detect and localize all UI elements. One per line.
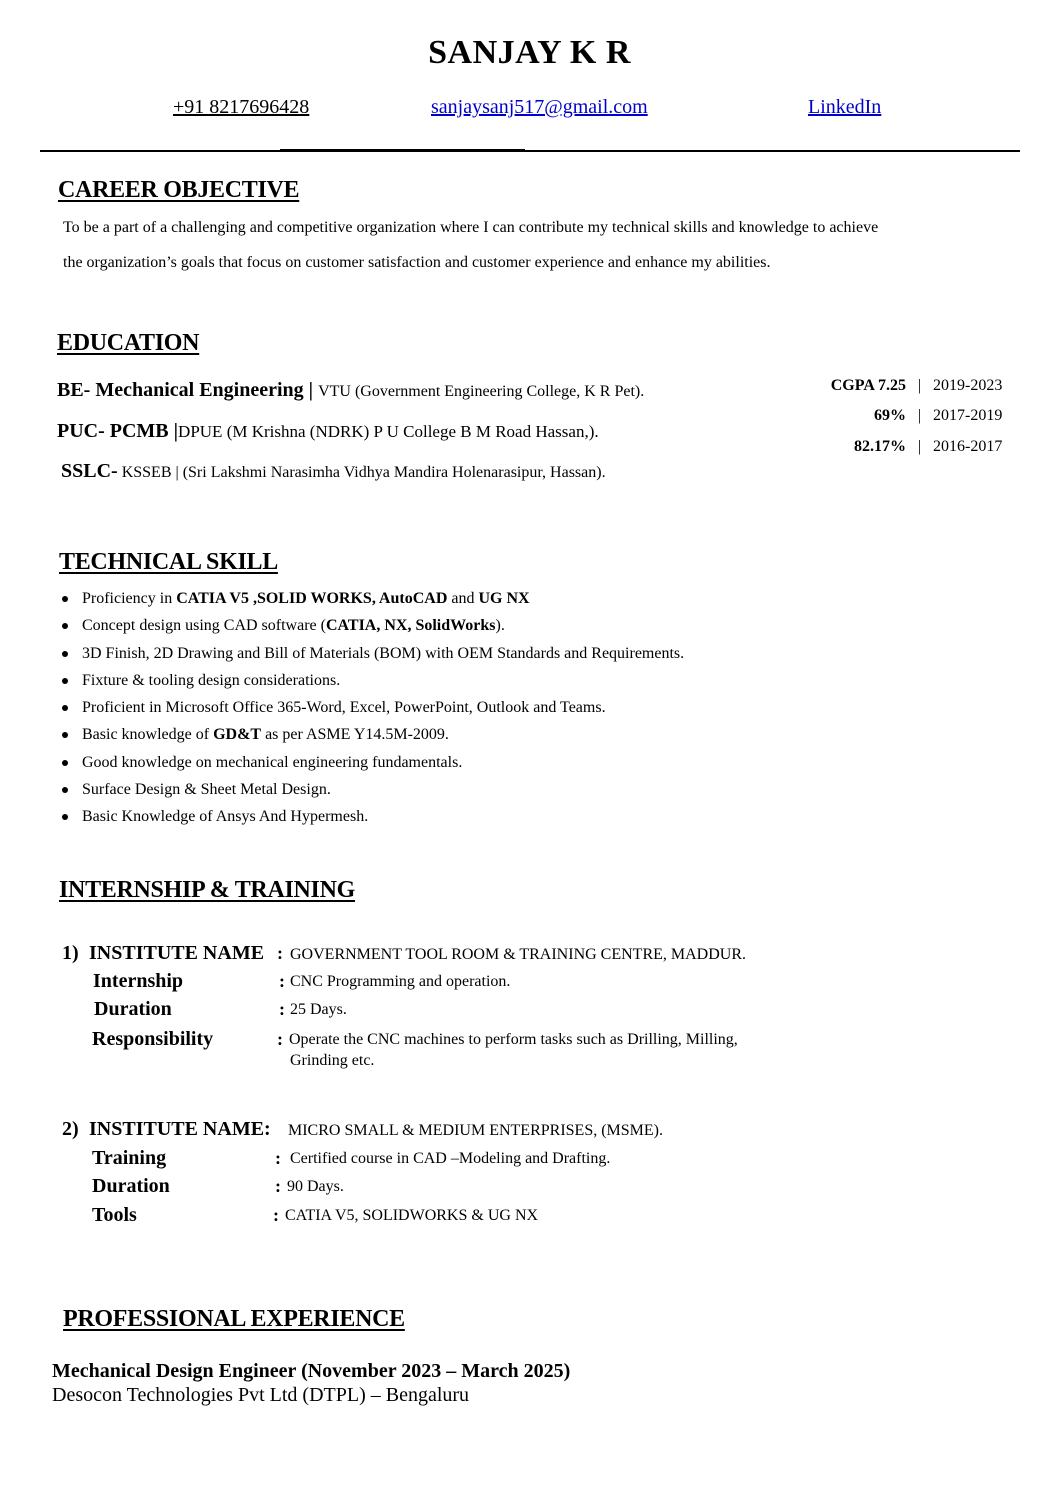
- header-divider: [40, 150, 1020, 152]
- row-colon: :: [279, 999, 285, 1019]
- internship-entry-number: 2): [62, 1118, 79, 1140]
- experience-role: Mechanical Design Engineer (November 2023 – March 2025): [52, 1360, 571, 1382]
- institute-name-label: INSTITUTE NAME:: [89, 1118, 271, 1140]
- internship-row-label: Responsibility: [92, 1028, 214, 1050]
- bullet-icon: [62, 623, 68, 629]
- internship-entry-number: 1): [62, 942, 79, 964]
- candidate-name: SANJAY K R: [428, 34, 631, 71]
- education-score: 69%: [874, 407, 906, 424]
- education-divider: |: [918, 377, 922, 394]
- skill-text: Proficient in Microsoft Office 365-Word, Excel, PowerPoint, Outlook and Teams.: [82, 699, 606, 717]
- education-years: 2017-2019: [933, 407, 1003, 424]
- skill-text-bold: CATIA V5 ,SOLID WORKS, AutoCAD: [176, 590, 448, 607]
- skill-text: Basic knowledge of: [82, 726, 214, 744]
- education-divider: |: [918, 438, 922, 455]
- row-colon: :: [275, 1176, 281, 1196]
- institute-name-value: MICRO SMALL & MEDIUM ENTERPRISES, (MSME).: [288, 1122, 663, 1139]
- skill-text-bold: CATIA, NX, SolidWorks: [325, 617, 496, 635]
- skill-text: Concept design using CAD software (: [82, 617, 326, 635]
- bullet-icon: [62, 787, 68, 793]
- bullet-icon: [62, 814, 68, 820]
- education-item: [61, 460, 606, 483]
- internship-row-label: Duration: [94, 998, 172, 1020]
- institute-colon: :: [277, 943, 283, 963]
- education-separator: |: [303, 379, 319, 401]
- skill-text: Basic Knowledge of Ansys And Hypermesh.: [82, 808, 369, 826]
- bullet-icon: [62, 596, 68, 602]
- education-years: 2016-2017: [933, 438, 1003, 455]
- linkedin-link[interactable]: LinkedIn: [808, 96, 882, 118]
- skill-text: ).: [495, 617, 505, 635]
- bullet-icon: [62, 705, 68, 711]
- skill-item: [62, 724, 684, 751]
- section-title-education: EDUCATION: [57, 330, 200, 356]
- internship-row-value-cont: Grinding etc.: [290, 1052, 375, 1069]
- skill-text: Good knowledge on mechanical engineering fundamentals.: [82, 753, 463, 771]
- education-score: 82.17%: [854, 438, 906, 455]
- education-degree: SSLC-: [61, 460, 118, 482]
- objective-line-1: To be a part of a challenging and competitive organization where I can contribute my technical skills and knowledge to achieve: [63, 219, 879, 236]
- skill-text: as per ASME Y14.5M-2009.: [261, 726, 449, 744]
- experience-company: Desocon Technologies Pvt Ltd (DTPL) – Bengaluru: [52, 1384, 470, 1406]
- skill-text: 3D Finish, 2D Drawing and Bill of Materials (BOM) with OEM Standards and Requirements.: [82, 644, 685, 662]
- skill-item: [62, 779, 684, 806]
- section-title-technical-skill: TECHNICAL SKILL: [59, 549, 278, 575]
- education-degree: PUC- PCMB: [57, 420, 169, 442]
- internship-row-value: CNC Programming and operation.: [290, 973, 511, 990]
- education-degree: BE- Mechanical Engineering: [57, 379, 304, 401]
- bullet-icon: [62, 760, 68, 766]
- education-item: [57, 420, 599, 443]
- skill-item: [62, 697, 684, 724]
- skill-text-bold: UG NX: [478, 590, 530, 607]
- skill-item: [62, 643, 684, 670]
- skill-item: [62, 752, 684, 779]
- skills-list: [62, 588, 684, 834]
- skill-text: Surface Design & Sheet Metal Design.: [82, 781, 331, 799]
- row-colon: :: [279, 971, 285, 991]
- education-item: [57, 379, 644, 402]
- education-institute: VTU (Government Engineering College, K R Pet).: [318, 383, 645, 400]
- section-title-professional-experience: PROFESSIONAL EXPERIENCE: [63, 1306, 405, 1332]
- training-row-label: Training: [92, 1147, 167, 1169]
- email-link[interactable]: sanjaysanj517@gmail.com: [431, 96, 648, 118]
- skill-item: [62, 588, 684, 615]
- training-row-value: 90 Days.: [287, 1178, 344, 1195]
- row-colon: :: [275, 1148, 281, 1168]
- education-divider: |: [918, 407, 922, 424]
- section-title-career-objective: CAREER OBJECTIVE: [58, 177, 300, 203]
- training-row-value: CATIA V5, SOLIDWORKS & UG NX: [285, 1207, 539, 1224]
- skill-item: [62, 670, 684, 697]
- institute-name-value: GOVERNMENT TOOL ROOM & TRAINING CENTRE, MADDUR.: [290, 946, 747, 963]
- education-score: CGPA 7.25: [830, 377, 906, 394]
- training-row-value: Certified course in CAD –Modeling and Drafting.: [290, 1150, 611, 1167]
- internship-row-value: 25 Days.: [290, 1001, 347, 1018]
- skill-text: Proficiency in: [82, 590, 177, 607]
- internship-row-label: Internship: [93, 970, 184, 992]
- objective-line-2: the organization’s goals that focus on customer satisfaction and customer experience and enhance my abilities.: [63, 254, 771, 271]
- skill-item: [62, 806, 684, 833]
- education-institute: KSSEB | (Sri Lakshmi Narasimha Vidhya Mandira Holenarasipur, Hassan).: [121, 464, 606, 481]
- skill-text: and: [447, 590, 479, 607]
- row-colon: :: [277, 1029, 283, 1049]
- bullet-icon: [62, 651, 68, 657]
- education-institute: DPUE (M Krishna (NDRK) P U College B M Road Hassan,).: [178, 422, 599, 441]
- section-title-internship-training: INTERNSHIP & TRAINING: [59, 877, 355, 903]
- row-colon: :: [273, 1205, 279, 1225]
- phone-link[interactable]: +91 8217696428: [173, 96, 310, 118]
- bullet-icon: [62, 732, 68, 738]
- internship-row-value: Operate the CNC machines to perform tasks such as Drilling, Milling,: [289, 1031, 738, 1048]
- training-row-label: Tools: [92, 1204, 137, 1226]
- institute-name-label: INSTITUTE NAME: [89, 942, 265, 964]
- training-row-label: Duration: [92, 1175, 170, 1197]
- skill-text-bold: GD&T: [213, 726, 262, 744]
- education-years: 2019-2023: [933, 377, 1003, 394]
- skill-text: Fixture & tooling design considerations.: [82, 671, 341, 689]
- education-separator: |: [168, 420, 179, 442]
- bullet-icon: [62, 678, 68, 684]
- skill-item: [62, 615, 684, 642]
